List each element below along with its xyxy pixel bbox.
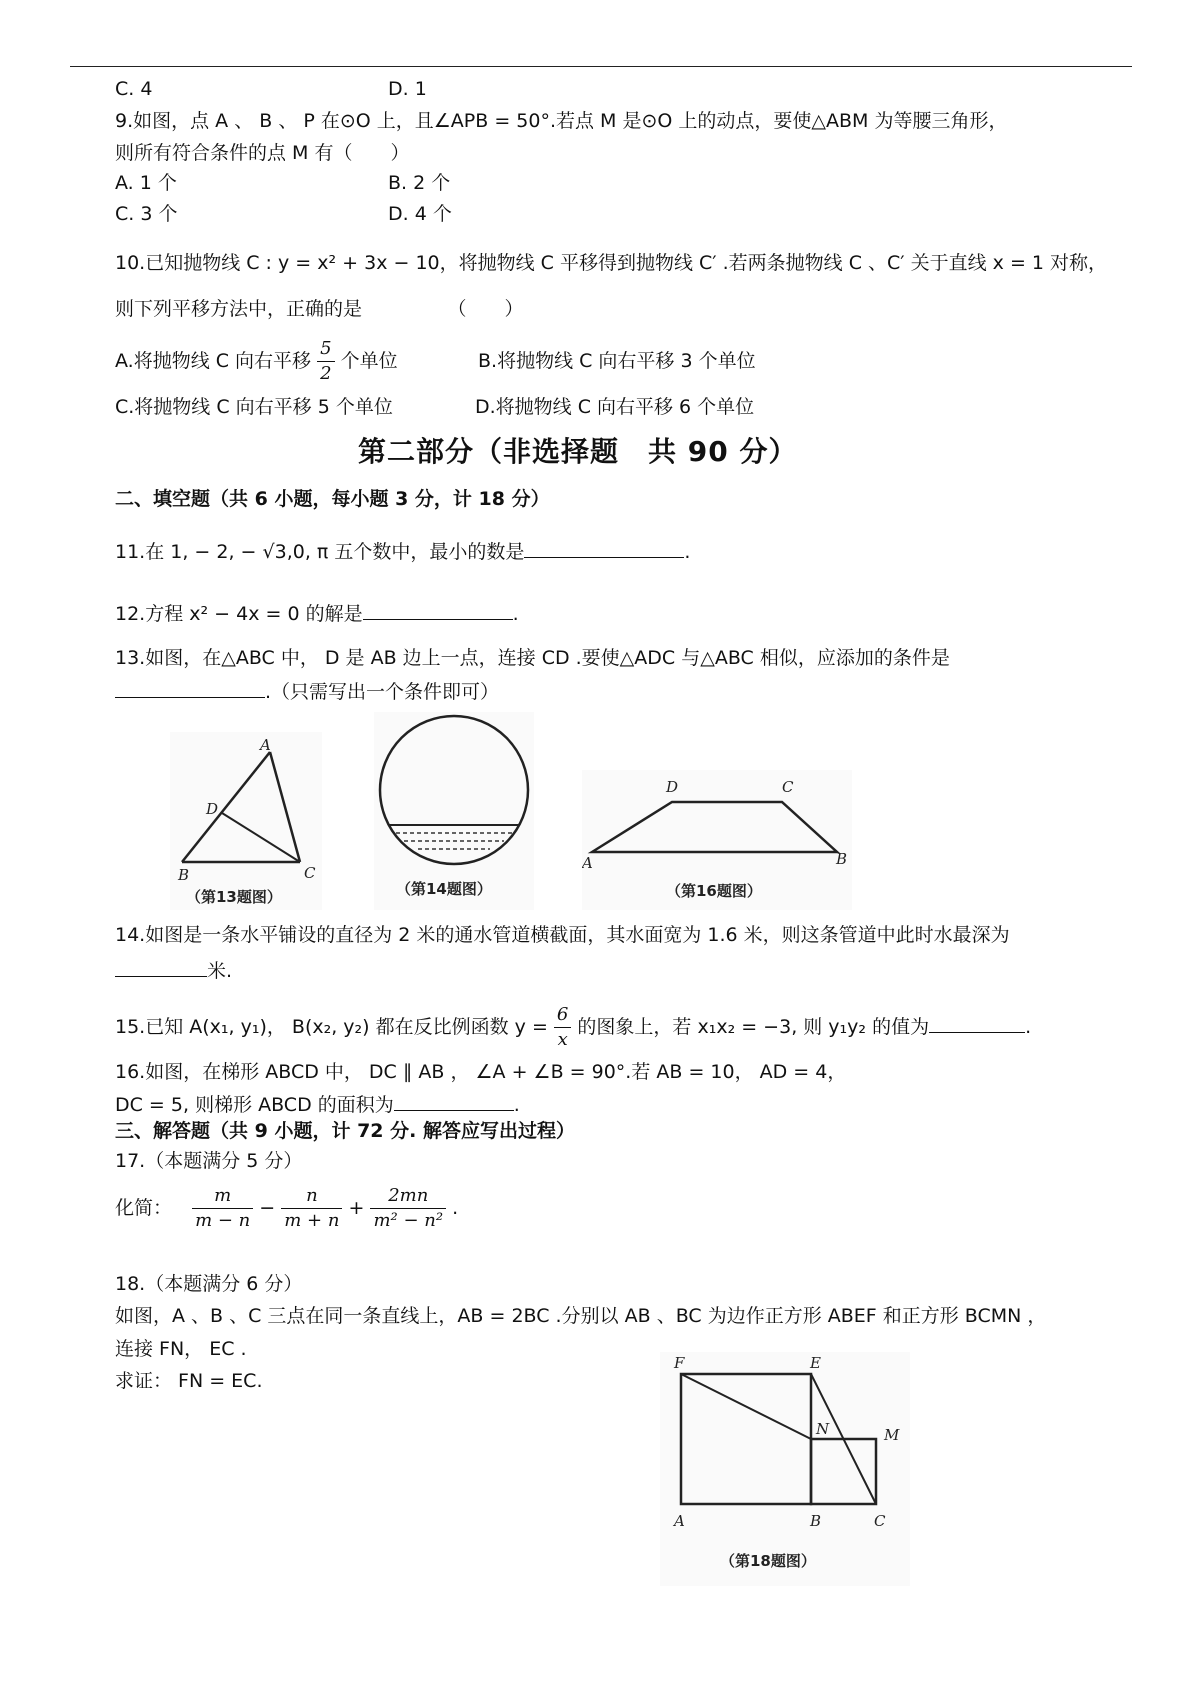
q10-option-a-post: 个单位 (340, 350, 398, 372)
fig18-label-m: M (884, 1426, 900, 1444)
figure-16-diagram (582, 770, 852, 910)
q8-option-d: D. 1 (388, 78, 427, 100)
q17-expression (115, 1180, 458, 1236)
fig18-square-bcmn (811, 1439, 876, 1504)
q17-fraction-3 (370, 1186, 446, 1231)
fig16-label-c: C (782, 778, 794, 796)
q17-fraction-1-denominator: m − n (195, 1210, 251, 1231)
q16-line2-pre: DC = 5, 则梯形 ABCD 的面积为 (115, 1094, 394, 1116)
q13-answer-blank[interactable] (115, 677, 265, 698)
q18-line2: 连接 FN， EC . (115, 1338, 247, 1360)
q17-fraction-2-denominator: m + n (284, 1210, 340, 1231)
q15-fraction-numerator: 6 (554, 1005, 571, 1028)
fig18-segment-fn (681, 1374, 811, 1439)
fig16-trapezoid (592, 802, 837, 852)
q10-stem-line1: 10.已知抛物线 C : y = x² + 3x − 10，将抛物线 C 平移得到抛物线 C′ .若两条抛物线 C 、C′ 关于直线 x = 1 对称， (115, 252, 1108, 274)
q9-stem-line1: 9.如图，点 A 、 B 、 P 在⊙O 上，且∠APB = 50°.若点 M 是⊙O 上的动点，要使△ABM 为等腰三角形， (115, 110, 1008, 132)
q12-end: . (512, 603, 519, 625)
header-rule (70, 66, 1132, 67)
q16-line2 (115, 1090, 520, 1118)
fig18-label-n: N (816, 1420, 830, 1438)
figure-13 (170, 732, 322, 910)
q11-answer-blank[interactable] (524, 537, 684, 558)
fig16-caption: （第16题图） (666, 882, 762, 900)
q9-option-b: B. 2 个 (388, 172, 451, 194)
fig14-caption: （第14题图） (396, 880, 492, 898)
q16-line2-end: . (513, 1094, 520, 1116)
figure-13-diagram (170, 732, 322, 910)
fig18-label-a: A (674, 1512, 685, 1530)
q9-option-d: D. 4 个 (388, 203, 452, 225)
fig18-square-abef (681, 1374, 811, 1504)
q8-option-c: C. 4 (115, 78, 153, 100)
q12-answer-blank[interactable] (363, 599, 513, 620)
q13-line1: 13.如图，在△ABC 中， D 是 AB 边上一点，连接 CD .要使△ADC 与△ABC 相似，应添加的条件是 (115, 647, 950, 669)
q14-answer-blank[interactable] (115, 956, 207, 977)
q10-option-a-denominator: 2 (320, 363, 332, 384)
figure-16 (582, 770, 852, 910)
q9-option-a: A. 1 个 (115, 172, 177, 194)
fig18-label-b: B (810, 1512, 822, 1530)
fig14-pipe-circle (380, 716, 528, 864)
fig16-label-b: B (836, 850, 848, 868)
q17-fraction-1-numerator: m (192, 1186, 253, 1209)
section3-heading: 三、解答题（共 9 小题，计 72 分. 解答应写出过程） (115, 1120, 575, 1142)
q11-stem: 11.在 1, − 2, − √3,0, π 五个数中，最小的数是 (115, 541, 525, 563)
fig13-label-c: C (304, 864, 316, 882)
fig13-label-d: D (206, 800, 219, 818)
fig18-label-c: C (874, 1512, 886, 1530)
q17-operator-1: − (259, 1197, 276, 1219)
q16-answer-blank[interactable] (394, 1090, 514, 1111)
q9-option-c: C. 3 个 (115, 203, 178, 225)
fig13-caption: （第13题图） (186, 888, 282, 906)
q18-line1: 如图，A 、B 、C 三点在同一条直线上，AB = 2BC .分别以 AB 、BC 为边作正方形 ABEF 和正方形 BCMN ， (115, 1305, 1047, 1327)
q18-line3: 求证： FN = EC. (115, 1370, 263, 1392)
figure-18 (660, 1352, 910, 1586)
q17-fraction-1 (192, 1186, 253, 1231)
q14-line1: 14.如图是一条水平铺设的直径为 2 米的通水管道横截面，其水面宽为 1.6 米，则这条管道中此时水最深为 (115, 924, 1010, 946)
q17-fraction-3-numerator: 2mn (370, 1186, 446, 1209)
q17-title: 17.（本题满分 5 分） (115, 1150, 303, 1172)
q12 (115, 599, 519, 627)
q15 (115, 1000, 1031, 1054)
q18-title: 18.（本题满分 6 分） (115, 1273, 303, 1295)
q17-fraction-2 (281, 1186, 342, 1231)
figure-14 (374, 712, 534, 910)
fig16-label-d: D (666, 778, 679, 796)
q15-end: . (1025, 1016, 1032, 1038)
q12-stem: 12.方程 x² − 4x = 0 的解是 (115, 603, 363, 625)
q10-stem-line2: 则下列平移方法中，正确的是 （ ） (115, 298, 524, 320)
figure-18-diagram (660, 1352, 910, 1586)
q10-option-a-fraction (317, 339, 334, 384)
q14-line2 (115, 956, 232, 984)
fig13-label-a: A (260, 736, 271, 754)
fig13-label-b: B (178, 866, 190, 884)
fig18-caption: （第18题图） (720, 1552, 816, 1570)
fig18-label-f: F (674, 1354, 685, 1372)
q13-line2 (115, 677, 499, 705)
q15-fraction-denominator: x (557, 1029, 568, 1050)
q16-line1: 16.如图，在梯形 ABCD 中， DC ∥ AB ， ∠A + ∠B = 90°.若 AB = 10， AD = 4， (115, 1061, 847, 1083)
q17-prefix: 化简： (115, 1197, 173, 1219)
q10-option-a-pre: A.将抛物线 C 向右平移 (115, 350, 312, 372)
q10-option-a-numerator: 5 (317, 339, 334, 362)
q9-stem-line2: 则所有符合条件的点 M 有（ ） (115, 142, 410, 164)
part2-title: 第二部分（非选择题 共 90 分） (358, 435, 798, 468)
q15-stem-post: 的图象上，若 x₁x₂ = −3, 则 y₁y₂ 的值为 (577, 1016, 930, 1038)
q15-stem-pre: 15.已知 A(x₁, y₁)， B(x₂, y₂) 都在反比例函数 y = (115, 1016, 548, 1038)
q10-option-a (115, 336, 398, 386)
fig18-label-e: E (810, 1354, 821, 1372)
fig13-side-ab (182, 752, 270, 862)
q17-operator-2: + (348, 1197, 365, 1219)
q10-option-c: C.将抛物线 C 向右平移 5 个单位 (115, 396, 393, 418)
q11 (115, 537, 690, 565)
q15-fraction (554, 1005, 571, 1050)
q17-fraction-3-denominator: m² − n² (373, 1210, 444, 1231)
q10-option-d: D.将抛物线 C 向右平移 6 个单位 (475, 396, 755, 418)
q14-line2-post: 米. (207, 960, 233, 982)
q15-answer-blank[interactable] (929, 1012, 1025, 1033)
q17-fraction-2-numerator: n (281, 1186, 342, 1209)
q13-line2-post: .（只需写出一个条件即可） (265, 681, 500, 703)
q10-option-b: B.将抛物线 C 向右平移 3 个单位 (478, 350, 756, 372)
q17-end: . (452, 1197, 459, 1219)
section2-heading: 二、填空题（共 6 小题，每小题 3 分，计 18 分） (115, 488, 550, 510)
figure-14-diagram (374, 712, 534, 910)
fig16-label-a: A (582, 854, 593, 872)
q11-end: . (684, 541, 691, 563)
